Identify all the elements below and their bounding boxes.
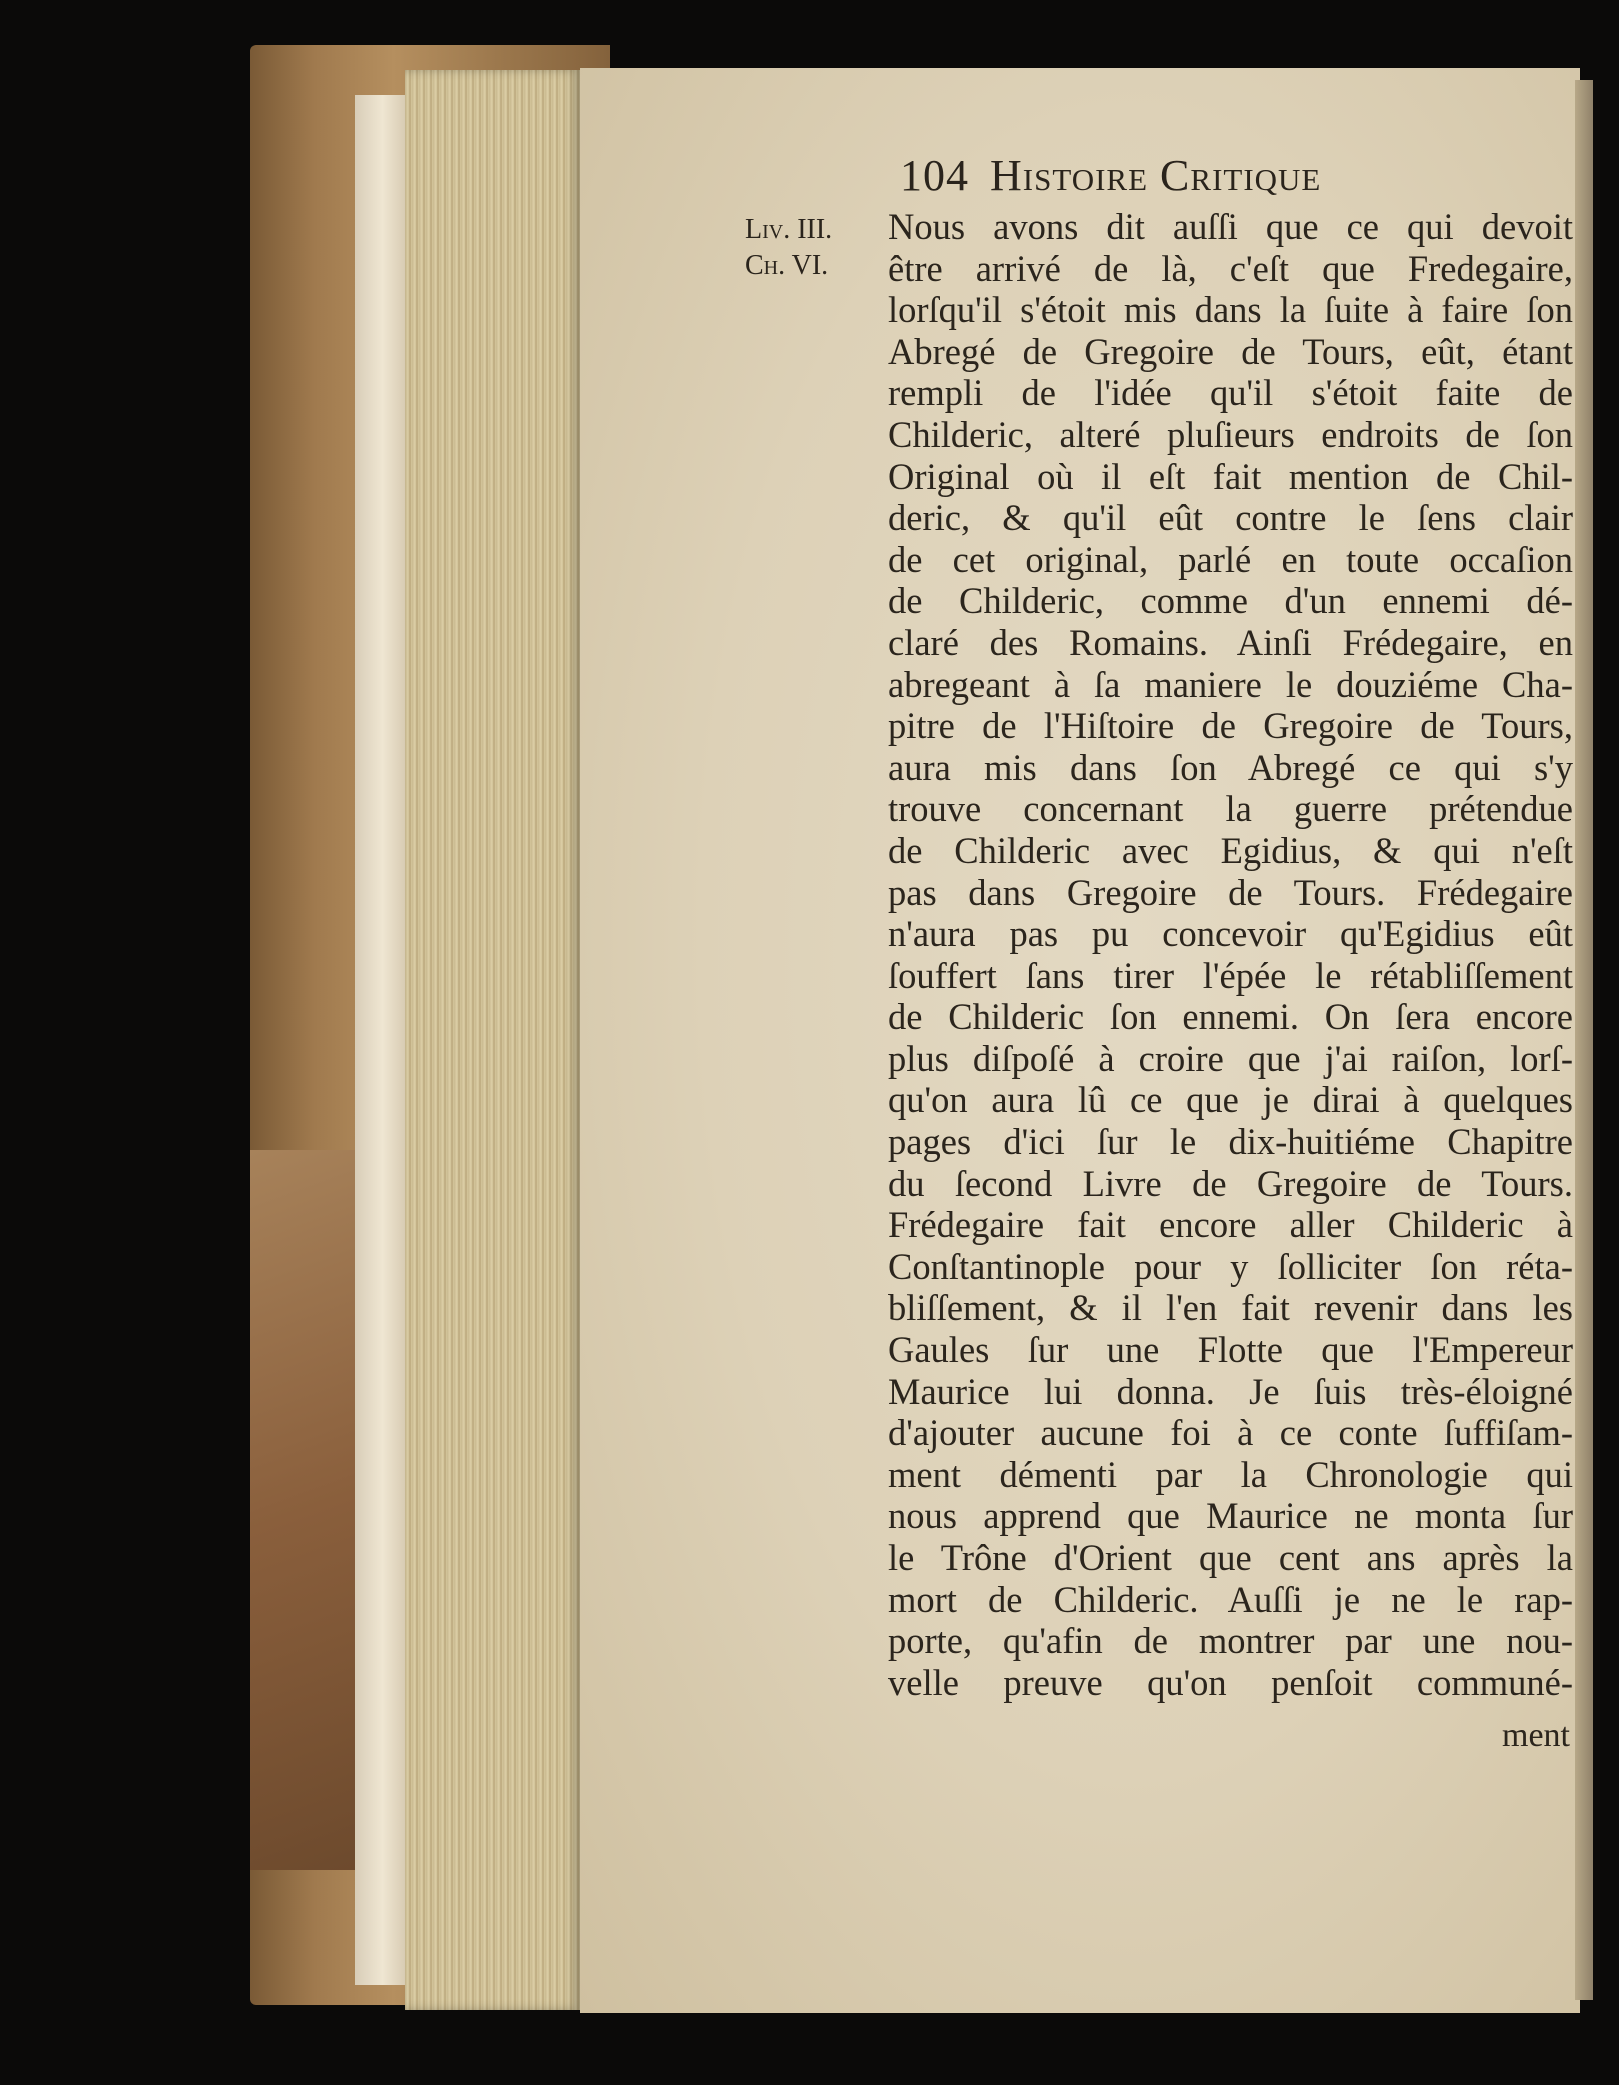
text-line: ſouffert ſans tirer l'épée le rétabliſſement <box>888 954 1573 996</box>
text-line: pitre de l'Hiſtoire de Gregoire de Tours, <box>888 705 1573 747</box>
text-line: aura mis dans ſon Abregé ce qui s'y <box>888 746 1573 788</box>
text-line: Childeric, alteré pluſieurs endroits de ſon <box>888 413 1573 455</box>
text-line: rempli de l'idée qu'il s'étoit faite de <box>888 372 1573 414</box>
text-line: de Childeric avec Egidius, & qui n'eſt <box>888 829 1573 871</box>
text-line: deric, & qu'il eût contre le ſens clair <box>888 497 1573 539</box>
text-line: de Childeric ſon ennemi. On ſera encore <box>888 996 1573 1038</box>
text-line: bliſſement, & il l'en fait revenir dans les <box>888 1287 1573 1329</box>
text-line: qu'on aura lû ce que je dirai à quelques <box>888 1079 1573 1121</box>
text-line: Abregé de Gregoire de Tours, eût, étant <box>888 330 1573 372</box>
text-line: Gaules ſur une Flotte que l'Empereur <box>888 1329 1573 1371</box>
cover-corner <box>250 1150 360 1870</box>
text-line: d'ajouter aucune foi à ce conte ſuffiſam- <box>888 1412 1573 1454</box>
text-line: lorſqu'il s'étoit mis dans la ſuite à faire ſon <box>888 289 1573 331</box>
text-line: mort de Childeric. Auſſi je ne le rap- <box>888 1578 1573 1620</box>
text-line: porte, qu'afin de montrer par une nou- <box>888 1620 1573 1662</box>
text-line: pas dans Gregoire de Tours. Frédegaire <box>888 871 1573 913</box>
text-line: claré des Romains. Ainſi Frédegaire, en <box>888 621 1573 663</box>
pastedown-edge <box>355 95 410 1985</box>
text-line: du ſecond Livre de Gregoire de Tours. <box>888 1162 1573 1204</box>
margin-note-book: Liv. III. <box>745 214 833 245</box>
text-line: le Trône d'Orient que cent ans après la <box>888 1537 1573 1578</box>
text-line: de cet original, parlé en toute occaſion <box>888 538 1573 580</box>
text-line: Original où il eſt fait mention de Chil- <box>888 455 1573 497</box>
text-line: de Childeric, comme d'un ennemi dé- <box>888 580 1573 622</box>
text-line: nous apprend que Maurice ne monta ſur <box>888 1495 1573 1537</box>
page-number: 104 <box>900 151 969 200</box>
text-line: n'aura pas pu concevoir qu'Egidius eût <box>888 913 1573 955</box>
text-line: Frédegaire fait encore aller Childeric à <box>888 1204 1573 1246</box>
text-line: velle preuve qu'on penſoit communé- <box>888 1661 1573 1703</box>
margin-note <box>745 212 880 284</box>
text-line: abregeant à ſa maniere le douziéme Cha- <box>888 663 1573 705</box>
body-text <box>888 206 1573 1703</box>
text-line: ment démenti par la Chronologie qui <box>888 1453 1573 1495</box>
text-line: Conſtantinople pour y ſolliciter ſon réta- <box>888 1245 1573 1287</box>
catchword: ment <box>1502 1717 1570 1754</box>
text-line: être arrivé de là, c'eſt que Fredegaire, <box>888 247 1573 289</box>
gutter-shadow <box>1575 80 1593 2000</box>
text-line: pages d'ici ſur le dix-huitiéme Chapitre <box>888 1121 1573 1163</box>
running-title: Histoire Critique <box>990 151 1322 200</box>
margin-note-chapter: Ch. VI. <box>745 250 829 281</box>
page-fore-edge <box>405 70 580 2010</box>
text-line: Maurice lui donna. Je ſuis très-éloigné <box>888 1370 1573 1412</box>
running-head <box>900 150 1580 210</box>
text-line: plus diſpoſé à croire que j'ai raiſon, lorſ- <box>888 1037 1573 1079</box>
text-line: trouve concernant la guerre prétendue <box>888 788 1573 830</box>
text-line: Nous avons dit auſſi que ce qui devoit <box>888 206 1573 247</box>
